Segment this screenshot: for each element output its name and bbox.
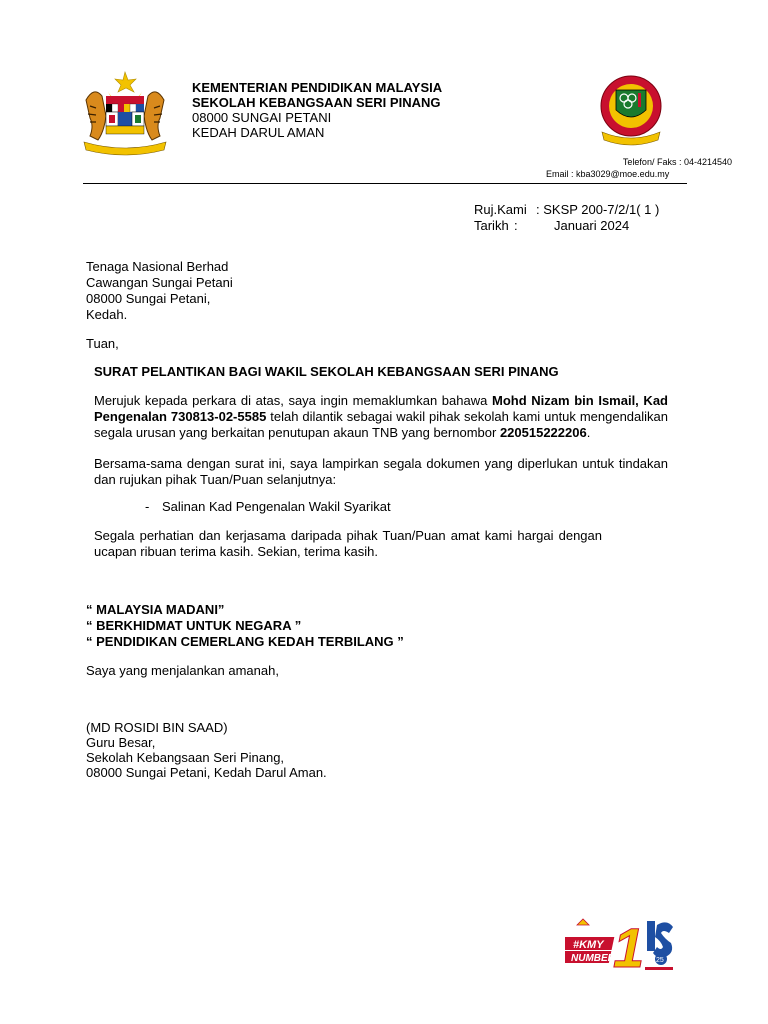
school-name: SEKOLAH KEBANGSAAN SERI PINANG [192, 95, 441, 110]
tnb-account-number: 220515222206 [499, 425, 587, 440]
recipient-address [86, 259, 233, 323]
tarikh-label: Tarikh [474, 218, 509, 233]
recipient-line-1: Tenaga Nasional Berhad [86, 259, 229, 274]
paragraph-3: Segala perhatian dan kerjasama daripada pihak Tuan/Puan amat kami hargai dengan ucapan ribuan terima kasih. Sekian, terima kasih. [94, 528, 602, 559]
school-badge-logo [598, 74, 664, 146]
recipient-line-2: Cawangan Sungai Petani [86, 275, 233, 290]
salutation: Tuan, [86, 336, 119, 351]
kmy-number-word: NUMBER [571, 953, 615, 964]
closing-line: Saya yang menjalankan amanah, [86, 663, 279, 678]
letter-subject: SURAT PELANTIKAN BAGI WAKIL SEKOLAH KEBANGSAAN SERI PINANG [94, 364, 559, 379]
signatory-title: Guru Besar, [86, 735, 156, 750]
tarikh-colon: : [514, 218, 518, 233]
coat-of-arms-logo [78, 70, 172, 158]
motto-2: “ BERKHIDMAT UNTUK NEGARA ” [86, 618, 302, 633]
paragraph-1-part-c: telah dilantik sebagai wakil pihak sekolah kami untuk mengendalikan segala urusan yang berkaitan penutupan akaun TNB yang bernombor [94, 409, 669, 440]
ministry-name: KEMENTERIAN PENDIDIKAN MALAYSIA [192, 80, 443, 95]
signatory-name: (MD ROSIDI BIN SAAD) [86, 720, 228, 735]
number-one-digit: 1 [613, 916, 645, 973]
motto-block [86, 602, 404, 650]
motto-1: “ MALAYSIA MADANI” [86, 602, 225, 617]
signatory-address: 08000 Sungai Petani, Kedah Darul Aman. [86, 765, 327, 780]
motto-3: “ PENDIDIKAN CEMERLANG KEDAH TERBILANG ” [86, 634, 404, 649]
appointee-name-ic: Mohd Nizam bin Ismail, Kad Pengenalan 730813-02-5585 [94, 393, 668, 424]
attachment-bullet: - [145, 499, 150, 514]
school-postcode-town: 08000 SUNGAI PETANI [192, 110, 332, 125]
tarikh-value: Januari 2024 [554, 218, 630, 233]
kmy-number-one-logo [565, 915, 675, 973]
signature-block [86, 720, 327, 780]
email-address: Email : kba3029@moe.edu.my [546, 169, 670, 179]
paragraph-2: Bersama-sama dengan surat ini, saya lampirkan segala dokumen yang diperlukan untuk tindakan dan rujukan pihak Tuan/Puan selanjutnya: [94, 456, 668, 487]
letterhead-divider [83, 183, 687, 184]
recipient-line-3: 08000 Sungai Petani, [86, 291, 211, 306]
years-badge: 25 [656, 957, 664, 964]
attachment-item: Salinan Kad Pengenalan Wakil Syarikat [162, 499, 391, 514]
recipient-line-4: Kedah. [86, 307, 128, 322]
phone-fax: Telefon/ Faks : 04-4214540 [622, 157, 732, 167]
ruj-label: Ruj.Kami [474, 202, 527, 217]
paragraph-1 [94, 393, 668, 441]
paragraph-1-part-a: Merujuk kepada perkara di atas, saya ingin memaklumkan bahawa [94, 393, 492, 408]
kmy-hashtag: #KMY [573, 939, 604, 951]
ruj-value: : SKSP 200-7/2/1( 1 ) [536, 202, 660, 217]
school-state: KEDAH DARUL AMAN [192, 125, 325, 140]
paragraph-1-part-e: . [586, 425, 591, 440]
reference-block [474, 202, 659, 234]
signatory-school: Sekolah Kebangsaan Seri Pinang, [86, 750, 285, 765]
